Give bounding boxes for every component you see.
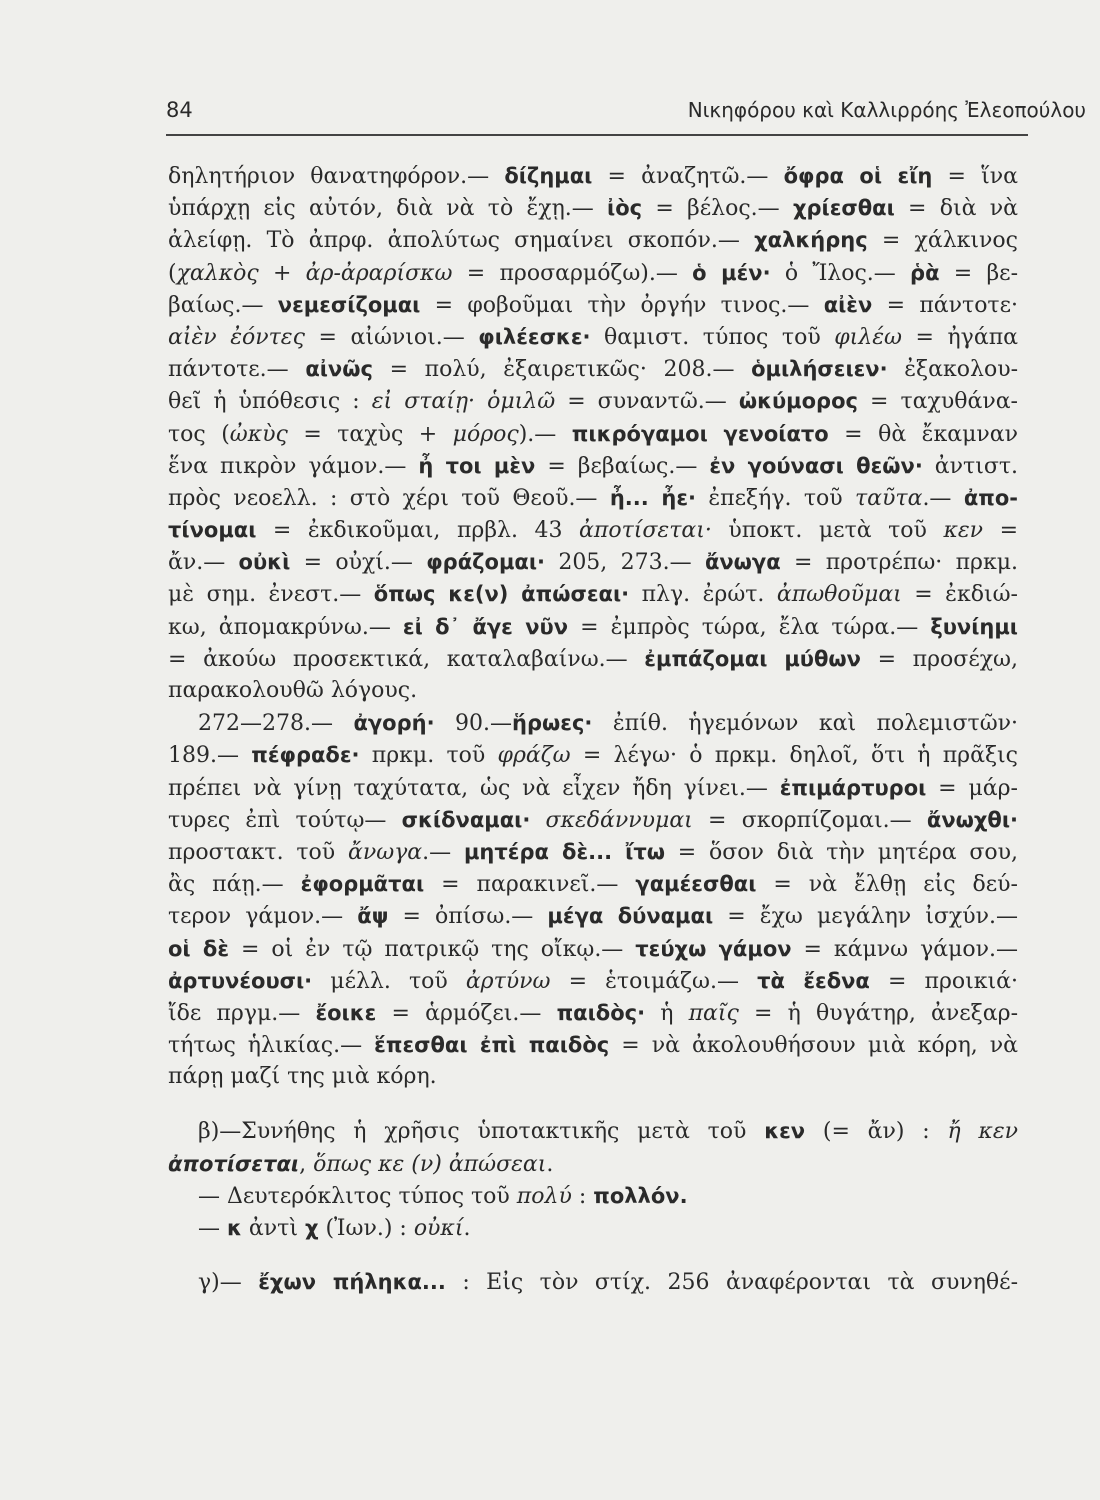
text-line: πρὸς νεοελλ. : στὸ χέρι τοῦ Θεοῦ.— ἦ... ἦε· ἐπεξήγ. τοῦ ταῦτα.— ἀπο-: [168, 485, 1018, 511]
text-line: δηλητήριον θανατηφόρον.— δίζημαι = ἀναζητῶ.— ὄφρα οἱ εἴη = ἵνα: [168, 164, 1018, 189]
page-number: 84: [166, 98, 193, 122]
text-line: (χαλκὸς + ἀρ-ἀραρίσκω = προσαρμόζω).— ὁ μέν· ὁ Ἴλος.— ῥὰ = βε-: [168, 260, 1019, 286]
text-line: πρέπει νὰ γίνῃ ταχύτατα, ὡς νὰ εἶχεν ἤδη γίνει.— ἐπιμάρτυροι = μάρ-: [168, 775, 1018, 801]
text-line: προστακτ. τοῦ ἄνωγα.— μητέρα δὲ... ἴτω = ὅσον διὰ τὴν μητέρα σου,: [168, 839, 1018, 865]
text-line: κω, ἀπομακρύνω.— εἰ δ᾽ ἄγε νῦν = ἐμπρὸς τώρα, ἔλα τώρα.— ξυνίημι: [168, 614, 1018, 640]
text-line: 189.— πέφραδε· πρκμ. τοῦ φράζω = λέγω· ὁ πρκμ. δηλοῖ, ὅτι ἡ πρᾶξις: [168, 743, 1019, 769]
text-line: τίνομαι = ἐκδικοῦμαι, πρβλ. 43 ἀποτίσεται· ὑποκτ. μετὰ τοῦ κεν =: [168, 518, 1018, 544]
text-line: — κ ἀντὶ χ (Ἰων.) : οὐκί.: [198, 1216, 471, 1241]
text-line: ἀρτυνέουσι· μέλλ. τοῦ ἀρτύνω = ἑτοιμάζω.— τὰ ἔεδνα = προικιά·: [168, 968, 1018, 994]
text-line: μὲ σημ. ἐνεστ.— ὅπως κε(ν) ἀπώσεαι· πλγ. ἐρώτ. ἀπωθοῦμαι = ἐκδιώ-: [168, 582, 1018, 608]
page-body: [168, 160, 1018, 1298]
text-line: ἂς πάῃ.— ἐφορμᾶται = παρακινεῖ.— γαμέεσθαι = νὰ ἔλθῃ εἰς δεύ-: [168, 872, 1018, 898]
text-line: πάντοτε.— αἰνῶς = πολύ, ἐξαιρετικῶς· 208.— ὁμιλήσειεν· ἐξακολου-: [168, 357, 1019, 383]
text-line: τος (ὠκὺς = ταχὺς + μόρος).— πικρόγαμοι γενοίατο = θὰ ἔκαμναν: [168, 421, 1018, 447]
text-line: ἕνα πικρὸν γάμον.— ἦ τοι μὲν = βεβαίως.— ἐν γούνασι θεῶν· ἀντιστ.: [168, 453, 1018, 479]
header-rule: [166, 134, 1028, 136]
text-line: γ)— ἔχων πήληκα... : Εἰς τὸν στίχ. 256 ἀναφέρονται τὰ συνηθέ-: [198, 1270, 1019, 1296]
text-line: ἴδε πργμ.— ἔοικε = ἁρμόζει.— παιδὸς· ἡ παῖς = ἡ θυγάτηρ, ἀνεξαρ-: [168, 1000, 1018, 1026]
text-line: παρακολουθῶ λόγους.: [168, 678, 418, 703]
text-line: οἱ δὲ = οἱ ἐν τῷ πατρικῷ της οἴκῳ.— τεύχω γάμον = κάμνω γάμον.—: [168, 936, 1018, 962]
text-line: ὑπάρχῃ εἰς αὐτόν, διὰ νὰ τὸ ἔχῃ.— ἰὸς = βέλος.— χρίεσθαι = διὰ νὰ: [168, 196, 1018, 222]
text-line: β)—Συνήθης ἡ χρῆσις ὑποτακτικῆς μετὰ τοῦ κεν (= ἄν) : ἤ κεν: [198, 1119, 1019, 1145]
text-line: βαίως.— νεμεσίζομαι = φοβοῦμαι τὴν ὀργήν τινος.— αἰὲν = πάντοτε·: [168, 292, 1018, 318]
text-line: πάρῃ μαζί της μιὰ κόρη.: [168, 1064, 437, 1090]
text-line: ἀλείφῃ. Τὸ ἀπρφ. ἀπολύτως σημαίνει σκοπόν.— χαλκήρης = χάλκινος: [168, 228, 1018, 254]
page-header: [166, 98, 1086, 132]
text-line: 272—278.— ἀγορή· 90.—ἥρωες· ἐπίθ. ἡγεμόνων καὶ πολεμιστῶν·: [198, 711, 1018, 737]
paragraph-gap: [168, 1244, 1018, 1266]
text-line: = ἀκούω προσεκτικά, καταλαβαίνω.— ἐμπάζομαι μύθων = προσέχω,: [168, 646, 1018, 672]
text-line: τήτως ἡλικίας.— ἕπεσθαι ἐπὶ παιδὸς = νὰ ἀκολουθήσουν μιὰ κόρη, νὰ: [168, 1033, 1018, 1059]
text-line: θεῖ ἡ ὑπόθεσις : εἰ σταίῃ· ὁμιλῶ = συναντῶ.— ὠκύμορος = ταχυθάνα-: [168, 389, 1018, 415]
running-head: Νικηφόρου καὶ Καλλιρρόης Ἐλεοπούλου: [687, 98, 1086, 122]
text-line: τυρες ἐπὶ τούτῳ— σκίδναμαι· σκεδάννυμαι = σκορπίζομαι.— ἄνωχθι·: [168, 807, 1019, 833]
text-line: ἄν.— οὐκὶ = οὐχί.— φράζομαι· 205, 273.— ἄνωγα = προτρέπω· πρκμ.: [168, 550, 1019, 576]
paragraph-gap: [168, 1093, 1018, 1115]
text-line: ἀποτίσεται, ὅπως κε (ν) ἀπώσεαι.: [168, 1151, 554, 1177]
text-line: — Δευτερόκλιτος τύπος τοῦ πολύ : πολλόν.: [198, 1183, 688, 1209]
text-line: τερον γάμον.— ἄψ = ὀπίσω.— μέγα δύναμαι = ἔχω μεγάλην ἰσχύν.—: [168, 904, 1018, 930]
text-line: αἰὲν ἐόντες = αἰώνιοι.— φιλέεσκε· θαμιστ. τύπος τοῦ φιλέω = ἠγάπα: [168, 324, 1019, 350]
